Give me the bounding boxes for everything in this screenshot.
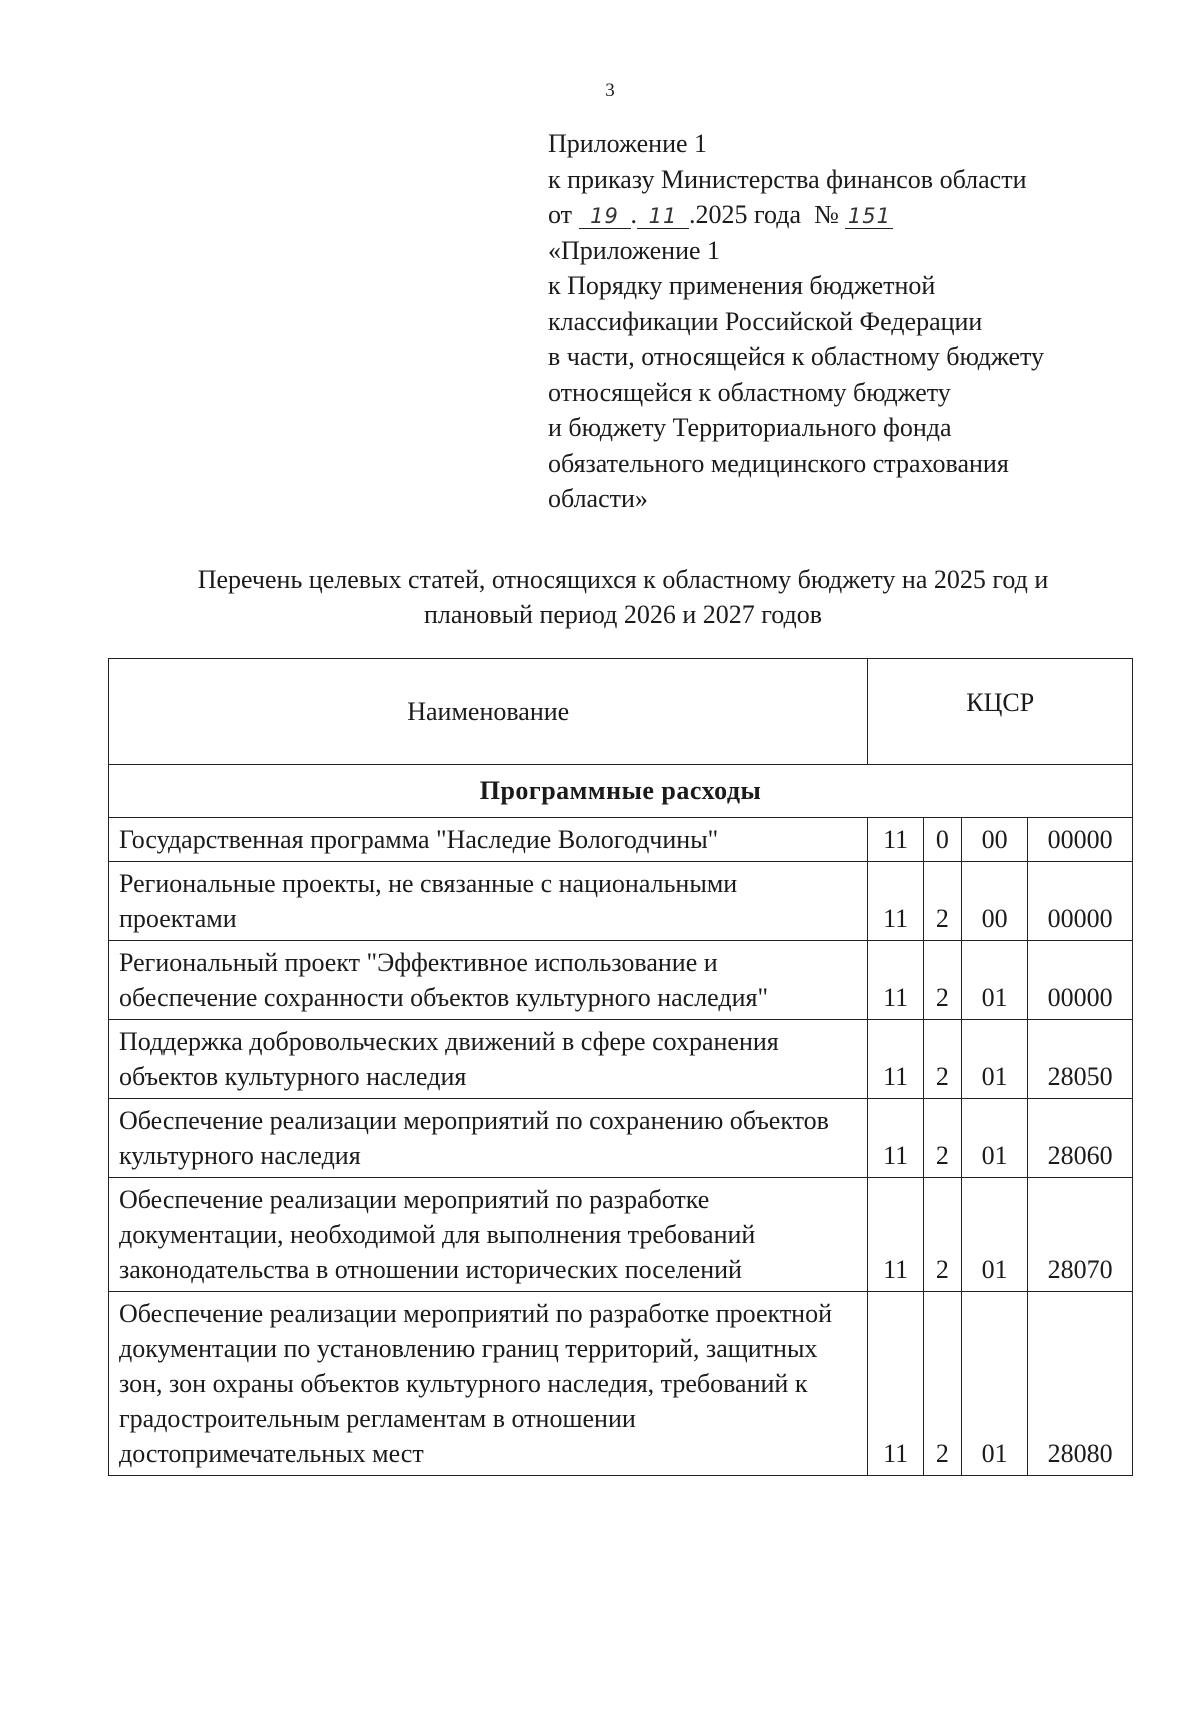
code-subprogram: 2 xyxy=(923,1020,961,1099)
document-title xyxy=(108,562,1138,632)
handwritten-month: 11 xyxy=(637,204,689,229)
section-row xyxy=(109,765,1133,818)
code-subprogram: 2 xyxy=(923,1099,961,1178)
row-name: Региональный проект "Эффективное использование и обеспечение сохранности объектов культурного наследия" xyxy=(109,941,868,1020)
section-label: Программные расходы xyxy=(109,765,1133,818)
code-program: 11 xyxy=(868,941,923,1020)
code-program: 11 xyxy=(868,1292,923,1476)
handwritten-order-number: 151 xyxy=(845,204,893,229)
code-activity: 01 xyxy=(961,941,1027,1020)
appendix-line-5: к Порядку применения бюджетной xyxy=(548,271,936,300)
code-activity: 01 xyxy=(961,1292,1027,1476)
code-activity: 01 xyxy=(961,1178,1027,1292)
table-row xyxy=(109,818,1133,862)
code-direction: 00000 xyxy=(1028,818,1133,862)
row-name: Государственная программа "Наследие Вологодчины" xyxy=(109,818,868,862)
code-direction: 28070 xyxy=(1028,1178,1133,1292)
row-name: Обеспечение реализации мероприятий по сохранению объектов культурного наследия xyxy=(109,1099,868,1178)
code-activity: 00 xyxy=(961,862,1027,941)
table-row xyxy=(109,941,1133,1020)
table-row xyxy=(109,1178,1133,1292)
handwritten-day: 19 xyxy=(579,204,631,229)
row-name: Обеспечение реализации мероприятий по разработке проектной документации по установлению границ территорий, защитных зон, зон охраны объектов культурного наследия, требований к градостроительным регламентам в отношении достопримечательных мест xyxy=(109,1292,868,1476)
date-separator: . xyxy=(630,200,638,229)
appendix-line-10: обязательного медицинского страхования xyxy=(548,448,1009,478)
code-direction: 28060 xyxy=(1028,1099,1133,1178)
title-line-2: плановый период 2026 и 2027 годов xyxy=(423,600,823,629)
table-row xyxy=(109,1099,1133,1178)
code-direction: 00000 xyxy=(1028,862,1133,941)
code-subprogram: 2 xyxy=(923,862,961,941)
table-row xyxy=(109,1292,1133,1476)
code-subprogram: 2 xyxy=(923,1178,961,1292)
appendix-line-9: и бюджету Территориального фонда xyxy=(548,413,952,442)
code-direction: 28080 xyxy=(1028,1292,1133,1476)
date-year: .2025 года xyxy=(689,200,802,229)
code-activity: 01 xyxy=(961,1020,1027,1099)
code-activity: 01 xyxy=(961,1099,1027,1178)
appendix-header xyxy=(548,126,1168,517)
code-program: 11 xyxy=(868,1020,923,1099)
title-line-1: Перечень целевых статей, относящихся к областному бюджету на 2025 год и xyxy=(197,565,1049,594)
table-row xyxy=(109,1020,1133,1099)
code-activity: 00 xyxy=(961,818,1027,862)
code-direction: 28050 xyxy=(1028,1020,1133,1099)
code-program: 11 xyxy=(868,862,923,941)
appendix-line-2: к приказу Министерства финансов области xyxy=(548,164,1027,194)
appendix-line-4: «Приложение 1 xyxy=(548,235,721,265)
number-sign: № xyxy=(814,200,839,229)
appendix-line-6: классификации Российской Федерации xyxy=(548,306,983,336)
code-subprogram: 2 xyxy=(923,941,961,1020)
header-name: Наименование xyxy=(109,659,868,765)
row-name: Обеспечение реализации мероприятий по разработке документации, необходимой для выполнения требований законодательства в отношении исторических поселений xyxy=(109,1178,868,1292)
code-subprogram: 0 xyxy=(923,818,961,862)
code-program: 11 xyxy=(868,1178,923,1292)
appendix-line-7: в части, относящейся к областному бюджету xyxy=(548,342,1045,371)
table-row xyxy=(109,862,1133,941)
date-prefix: от xyxy=(548,200,573,229)
row-name: Поддержка добровольческих движений в сфере сохранения объектов культурного наследия xyxy=(109,1020,868,1099)
row-name: Региональные проекты, не связанные с национальными проектами xyxy=(109,862,868,941)
code-program: 11 xyxy=(868,1099,923,1178)
code-direction: 00000 xyxy=(1028,941,1133,1020)
appendix-line-1: Приложение 1 xyxy=(548,129,708,158)
target-articles-table xyxy=(108,658,1133,1476)
appendix-line-8: относящейся к областному бюджету xyxy=(548,377,951,407)
page-number: 3 xyxy=(605,80,615,101)
code-subprogram: 2 xyxy=(923,1292,961,1476)
header-code: КЦСР xyxy=(868,659,1133,765)
appendix-line-11: области» xyxy=(548,484,648,513)
table-header-row xyxy=(109,659,1133,765)
code-program: 11 xyxy=(868,818,923,862)
appendix-date-line xyxy=(548,197,1168,233)
